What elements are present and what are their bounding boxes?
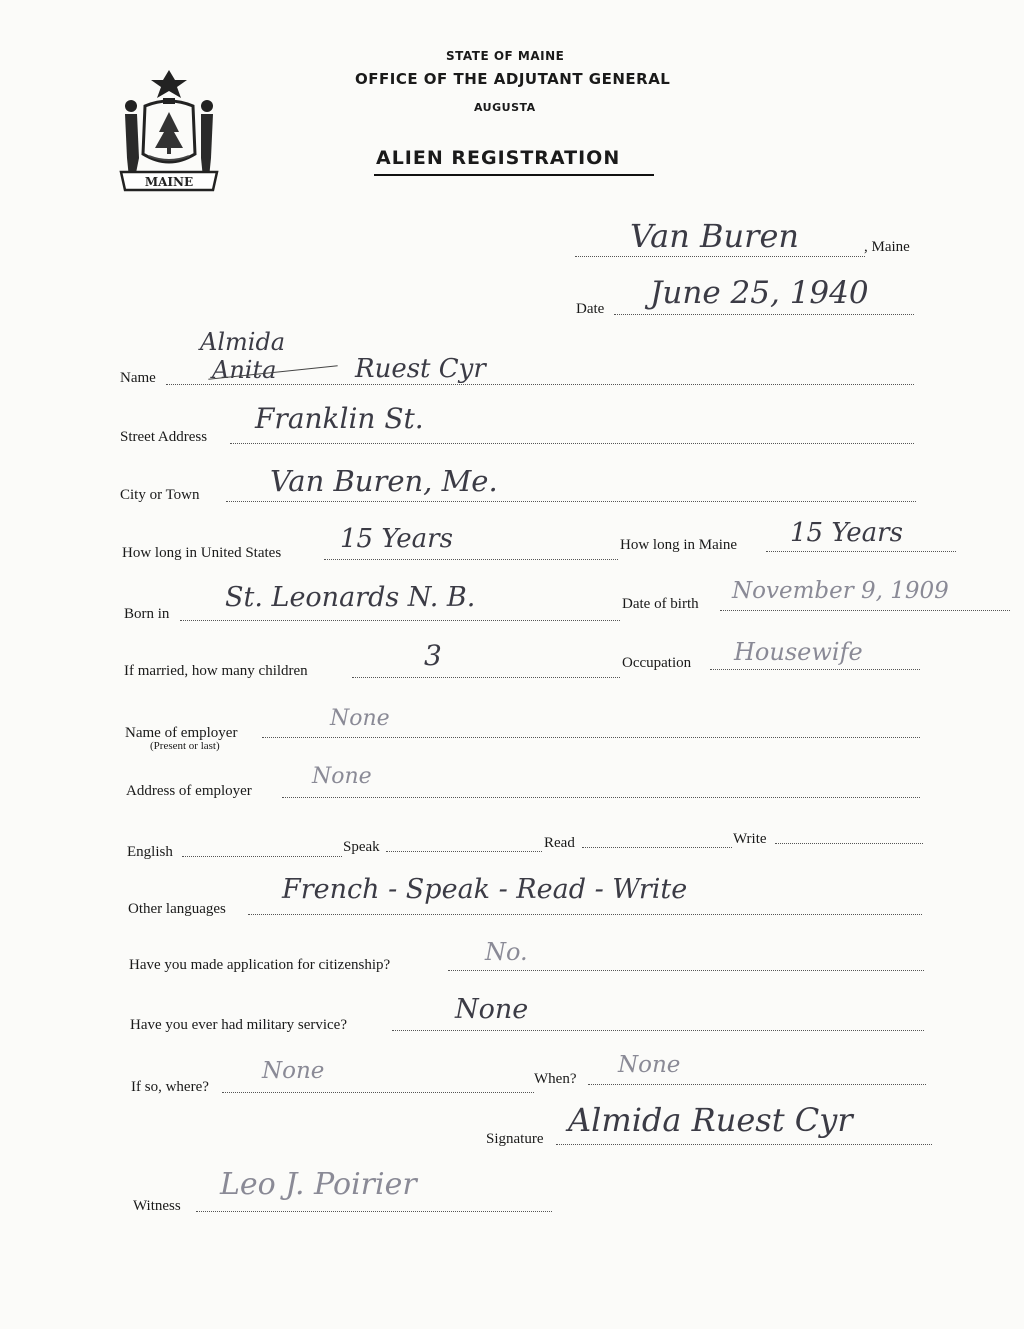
speak-line	[386, 851, 542, 852]
how-long-maine-value: 15 Years	[790, 518, 903, 548]
date-value: June 25, 1940	[650, 275, 869, 311]
military-value: None	[455, 994, 529, 1025]
signature-label: Signature	[486, 1131, 544, 1147]
where-label: If so, where?	[131, 1079, 209, 1095]
english-label: English	[127, 844, 173, 860]
citizenship-line	[448, 970, 924, 971]
witness-line	[196, 1211, 552, 1212]
children-value: 3	[424, 639, 442, 672]
children-label: If married, how many children	[124, 663, 308, 679]
when-value: None	[618, 1052, 681, 1078]
town-value: Van Buren	[630, 217, 799, 255]
born-in-label: Born in	[124, 606, 170, 622]
employer-address-label: Address of employer	[126, 783, 252, 799]
maine-seal-icon	[115, 66, 223, 194]
when-label: When?	[534, 1071, 577, 1087]
how-long-maine-line	[766, 551, 956, 552]
other-languages-value: French - Speak - Read - Write	[282, 874, 688, 905]
name-line	[166, 384, 914, 385]
signature-line	[556, 1144, 932, 1145]
street-address-value: Franklin St.	[255, 402, 424, 435]
date-of-birth-label: Date of birth	[622, 596, 699, 612]
born-in-line	[180, 620, 620, 621]
name-label: Name	[120, 370, 156, 386]
military-label: Have you ever had military service?	[130, 1017, 347, 1033]
name-value: Ruest Cyr	[355, 354, 486, 384]
citizenship-label: Have you made application for citizenship?	[129, 957, 391, 973]
how-long-us-line	[324, 559, 618, 560]
seal-banner-text: MAINE	[144, 175, 194, 189]
speak-label: Speak	[343, 839, 380, 855]
city-label: City or Town	[120, 487, 200, 503]
street-address-label: Street Address	[120, 429, 208, 445]
signature-value: Almida Ruest Cyr	[568, 1101, 853, 1139]
title-underline	[374, 174, 654, 176]
street-address-line	[230, 443, 914, 444]
read-line	[582, 847, 732, 848]
name-struck: Anita	[212, 356, 277, 384]
how-long-maine-label: How long in Maine	[620, 537, 738, 553]
city-value: Van Buren, Me.	[270, 464, 498, 498]
date-of-birth-line	[720, 610, 1010, 611]
name-correction: Almida	[200, 328, 286, 356]
occupation-label: Occupation	[622, 655, 692, 671]
where-line	[222, 1092, 534, 1093]
city-line	[226, 501, 916, 502]
witness-label: Witness	[133, 1198, 181, 1214]
state-heading: STATE OF MAINE	[446, 49, 565, 63]
english-line	[182, 856, 342, 857]
born-in-value: St. Leonards N. B.	[225, 582, 476, 613]
maine-label: , Maine	[864, 239, 910, 255]
when-line	[588, 1084, 926, 1085]
how-long-us-label: How long in United States	[122, 545, 282, 561]
occupation-value: Housewife	[734, 638, 863, 666]
how-long-us-value: 15 Years	[340, 524, 453, 554]
town-line	[575, 256, 865, 257]
date-label: Date	[576, 301, 605, 317]
employer-name-value: None	[330, 706, 390, 731]
write-label: Write	[733, 831, 767, 847]
witness-value: Leo J. Poirier	[220, 1167, 417, 1202]
date-line	[614, 314, 914, 315]
employer-address-value: None	[312, 764, 372, 789]
read-label: Read	[544, 835, 575, 851]
military-line	[392, 1030, 924, 1031]
employer-name-line	[262, 737, 920, 738]
write-line	[775, 843, 923, 844]
city-heading: AUGUSTA	[474, 101, 536, 114]
other-languages-label: Other languages	[128, 901, 226, 917]
employer-name-sublabel: (Present or last)	[150, 740, 220, 752]
form-title: ALIEN REGISTRATION	[376, 147, 621, 169]
children-line	[352, 677, 620, 678]
where-value: None	[262, 1058, 325, 1084]
other-languages-line	[248, 914, 922, 915]
employer-address-line	[282, 797, 920, 798]
office-heading: OFFICE OF THE ADJUTANT GENERAL	[355, 70, 671, 88]
employer-name-label: Name of employer	[125, 725, 238, 741]
date-of-birth-value: November 9, 1909	[732, 578, 949, 604]
occupation-line	[710, 669, 920, 670]
citizenship-value: No.	[485, 938, 528, 966]
